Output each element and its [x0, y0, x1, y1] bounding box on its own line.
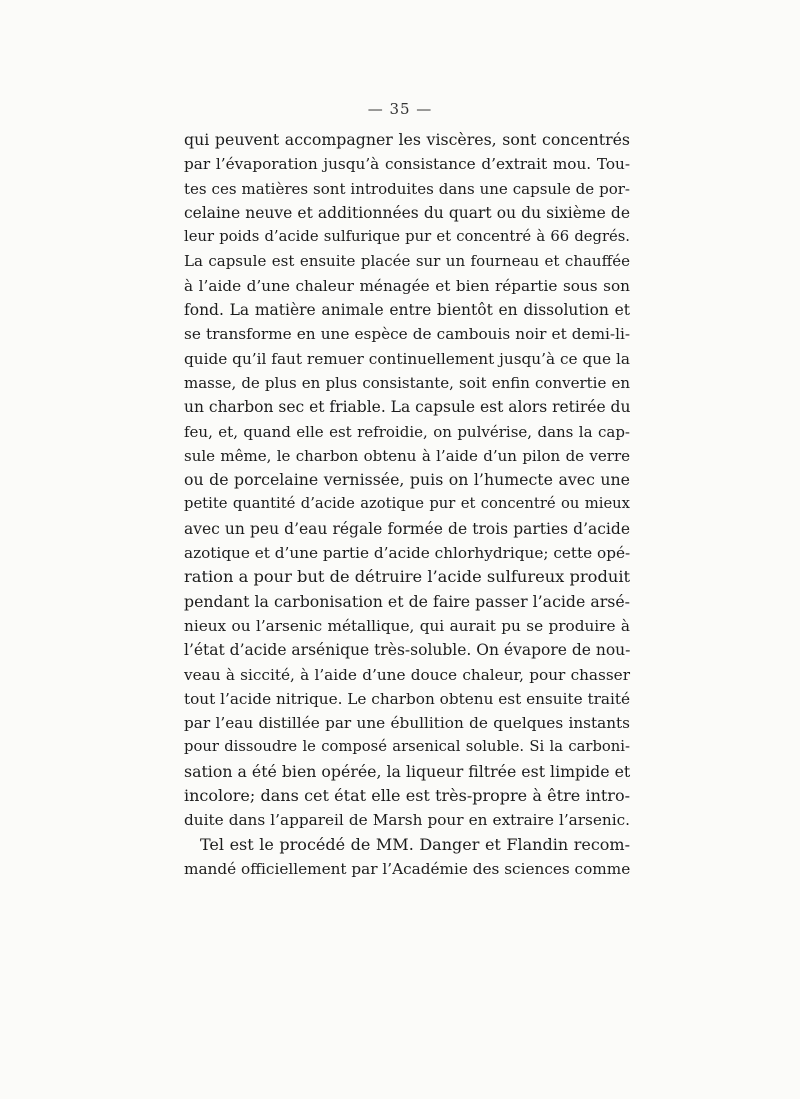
- text-line: se transforme en une espèce de cambouis noir et demi-li-: [184, 325, 630, 344]
- text-line: azotique et d’une partie d’acide chlorhydrique; cette opé-: [184, 544, 631, 563]
- text-line: un charbon sec et friable. La capsule est alors retirée du: [184, 398, 631, 417]
- text-line: quide qu’il faut remuer continuellement jusqu’à ce que la: [184, 349, 630, 368]
- text-line: sule même, le charbon obtenu à l’aide d’un pilon de verre: [184, 446, 630, 465]
- text-line: fond. La matière animale entre bientôt en dissolution et: [184, 301, 630, 320]
- text-line: mandé officiellement par l’Académie des sciences comme: [184, 859, 631, 878]
- text-line: masse, de plus en plus consistante, soit enfin convertie en: [184, 373, 630, 392]
- text-line: avec un peu d’eau régale formée de trois parties d’acide: [184, 519, 630, 538]
- text-line: qui peuvent accompagner les viscères, sont concentrés: [184, 130, 630, 149]
- text-line: nieux ou l’arsenic métallique, qui aurait pu se produire à: [184, 616, 630, 635]
- text-line: incolore; dans cet état elle est très-propre à être intro-: [184, 786, 630, 806]
- text-line: tout l’acide nitrique. Le charbon obtenu est ensuite traité: [184, 689, 630, 708]
- text-line: celaine neuve et additionnées du quart ou du sixième de: [184, 203, 630, 222]
- text-line: La capsule est ensuite placée sur un fourneau et chauffée: [184, 252, 630, 271]
- text-line: ou de porcelaine vernissée, puis on l’humecte avec une: [184, 470, 630, 490]
- text-line: tes ces matières sont introduites dans une capsule de por-: [184, 179, 630, 198]
- text-line: à l’aide d’une chaleur ménagée et bien répartie sous son: [184, 276, 630, 295]
- text-line: leur poids d’acide sulfurique pur et concentré à 66 degrés.: [184, 228, 630, 246]
- text-line: pendant la carbonisation et de faire passer l’acide arsé-: [184, 591, 630, 611]
- text-line-paragraph-start: Tel est le procédé de MM. Danger et Flandin recom-: [200, 834, 630, 854]
- text-line: veau à siccité, à l’aide d’une douce chaleur, pour chasser: [184, 665, 630, 684]
- text-line: par l’eau distillée par une ébullition de quelques instants: [184, 714, 630, 733]
- page-number: — 35 —: [367, 100, 433, 118]
- text-line: sation a été bien opérée, la liqueur filtrée est limpide et: [184, 761, 631, 781]
- text-line: duite dans l’appareil de Marsh pour en extraire l’arsenic.: [184, 811, 630, 830]
- text-line: feu, et, quand elle est refroidie, on pulvérise, dans la cap-: [184, 422, 630, 441]
- text-line: ration a pour but de détruire l’acide sulfureux produit: [184, 567, 631, 587]
- text-line: par l’évaporation jusqu’à consistance d’extrait mou. Tou-: [184, 155, 630, 174]
- body-text: [184, 128, 630, 881]
- text-line: petite quantité d’acide azotique pur et concentré ou mieux: [184, 495, 630, 513]
- text-line: l’état d’acide arsénique très-soluble. On évapore de nou-: [184, 641, 631, 660]
- text-line: pour dissoudre le composé arsenical soluble. Si la carboni-: [184, 738, 630, 756]
